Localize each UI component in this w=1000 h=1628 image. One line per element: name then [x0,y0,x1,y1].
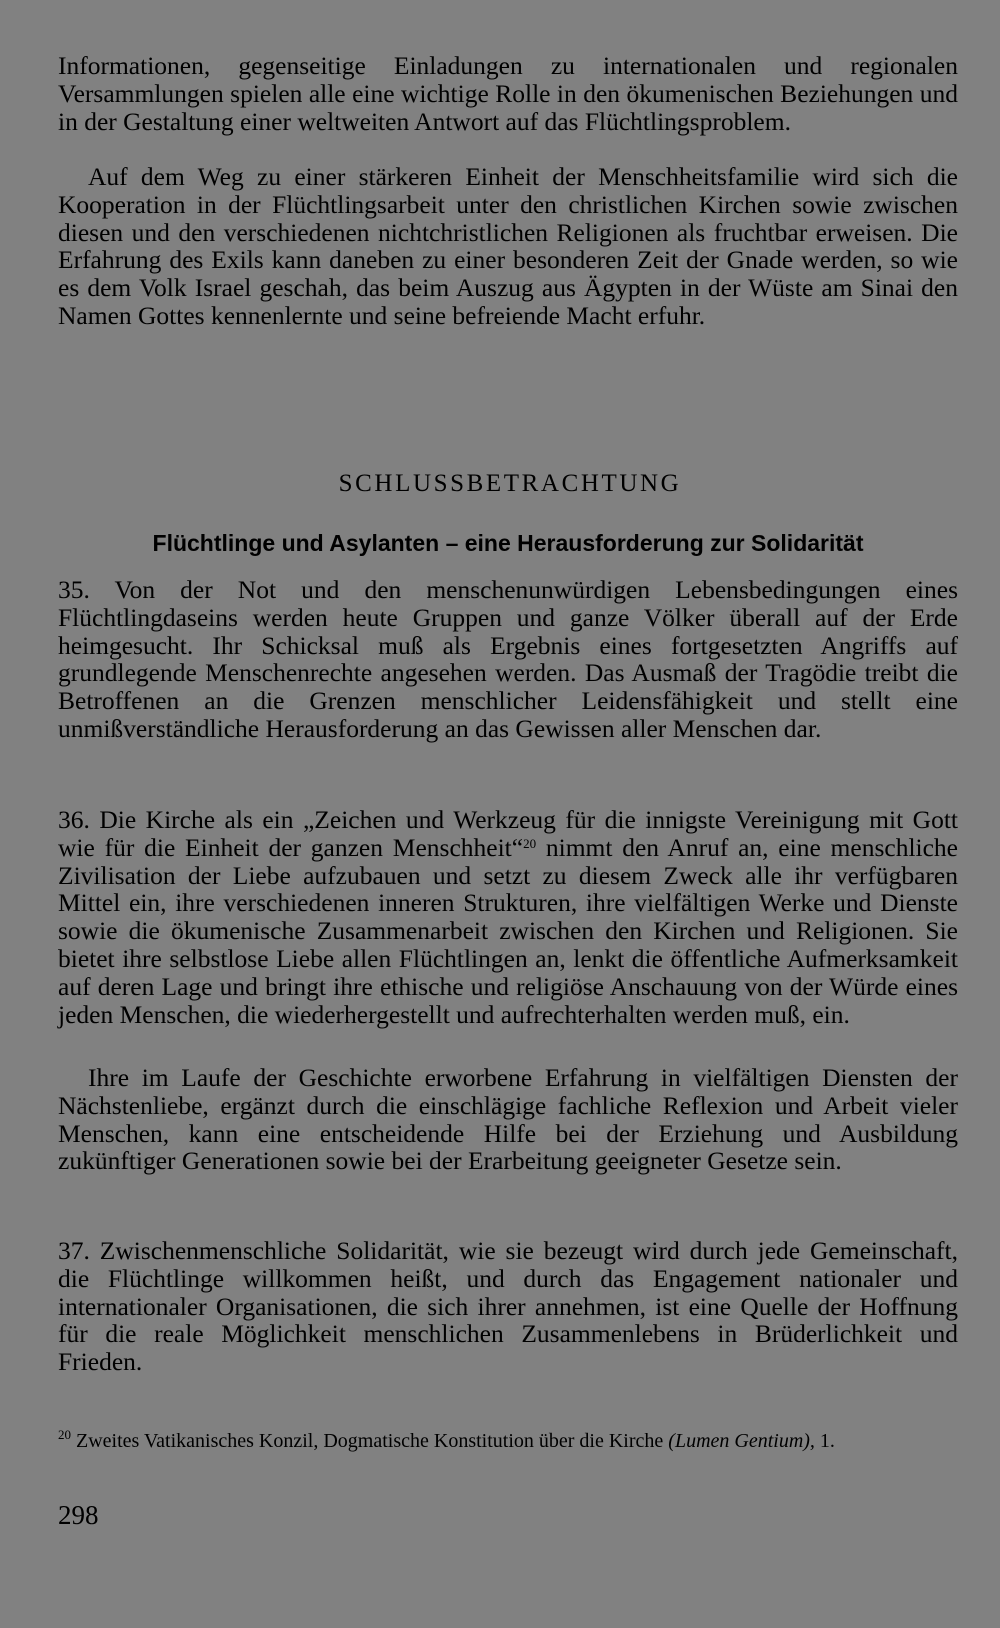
paragraph-36-text-start: 36. Die Kirche als ein „Zeichen und Werkzeug für die innigste Vereinigung mit Gott wie für die Einheit der ganzen Menschheit“ [58,805,958,862]
footnote-reference: 20 [523,835,537,851]
footnote-marker: 20 [58,1427,71,1442]
paragraph-36-text-end: nimmt den Anruf an, eine menschliche Zivilisation der Liebe aufzubauen und setzt zu diesem Zweck alle ihr verfügbaren Mittel ein, ihre verschiedenen inneren Strukturen, ihre vielfältigen Werke und Dienste sowie die ökumenische Zusammenarbeit zwischen den Kirchen und Religionen. Sie bietet ihre selbstlose Liebe allen Flüchtlingen an, lenkt die öffentliche Aufmerksamkeit auf deren Lage und bringt ihre ethische und religiöse Anschauung von der Würde eines jeden Menschen, die wiederhergestellt und aufrechterhalten werden muß, ein. [58,832,959,1029]
footnote-suffix: 1. [814,1430,835,1452]
footnote-text: Zweites Vatikanisches Konzil, Dogmatische Konstitution über die Kirche [71,1430,669,1452]
paragraph-35: 35. Von der Not und den menschenunwürdigen Lebensbedingungen eines Flüchtlingdaseins werden heute Gruppen und ganze Völker überall auf der Erde heimgesucht. Ihr Schicksal muß als Ergebnis eines fortgesetzten Angriffs auf grundlegende Menschenrechte angesehen werden. Das Ausmaß der Tragödie treibt die Betroffenen an die Grenzen menschlicher Leidensfähigkeit und stellt eine unmißverständliche Herausforderung an das Gewissen aller Menschen dar. [58,575,958,743]
section-heading: SCHLUSSBETRACHTUNG [338,470,682,497]
paragraph-unity [58,163,958,330]
paragraph-unity-text: Auf dem Weg zu einer stärkeren Einheit der Menschheitsfamilie wird sich die Kooperation in der Flüchtlingsarbeit unter den christlichen Kirchen sowie zwischen diesen und den verschiedenen nichtchristlichen Religionen als fruchtbar erweisen. Die Erfahrung des Exils kann daneben zu einer besonderen Zeit der Gnade werden, so wie es dem Volk Israel geschah, das beim Auszug aus Ägypten in der Wüste am Sinai den Namen Gottes kennenlernte und seine befreiende Macht erfuhr. [58,162,958,330]
paragraph-37: 37. Zwischenmenschliche Solidarität, wie sie bezeugt wird durch jede Gemeinschaft, die Flüchtlinge willkommen heißt, und durch das Engagement nationaler und internationaler Organisationen, die sich ihrer annehmen, ist eine Quelle der Hoffnung für die reale Möglichkeit menschlichen Zusammenlebens in Brüderlichkeit und Frieden. [58,1236,958,1377]
paragraph-intro-text: Informationen, gegenseitige Einladungen zu internationalen und regionalen Versammlungen spielen alle eine wichtige Rolle in den ökumenischen Beziehungen und in der Gestaltung einer weltweiten Antwort auf das Flüchtlingsproblem. [58,51,958,136]
footnote [58,1428,958,1455]
footnote-title: (Lumen Gentium), [668,1430,815,1452]
page-number: 298 [58,1500,99,1530]
paragraph-36 [58,806,958,1028]
paragraph-intro [58,52,958,135]
paragraph-36-continued-text: Ihre im Laufe der Geschichte erworbene Erfahrung in vielfältigen Diensten der Nächstenliebe, ergänzt durch die einschlägige fachliche Reflexion und Arbeit vieler Menschen, kann eine entscheidende Hilfe bei der Erziehung und Ausbildung zukünftiger Generationen sowie bei der Erarbeitung geeigneter Gesetze sein. [58,1063,958,1176]
section-subheading: Flüchtlinge und Asylanten – eine Herausforderung zur Solidarität [152,530,864,556]
paragraph-36-continued [58,1064,958,1175]
